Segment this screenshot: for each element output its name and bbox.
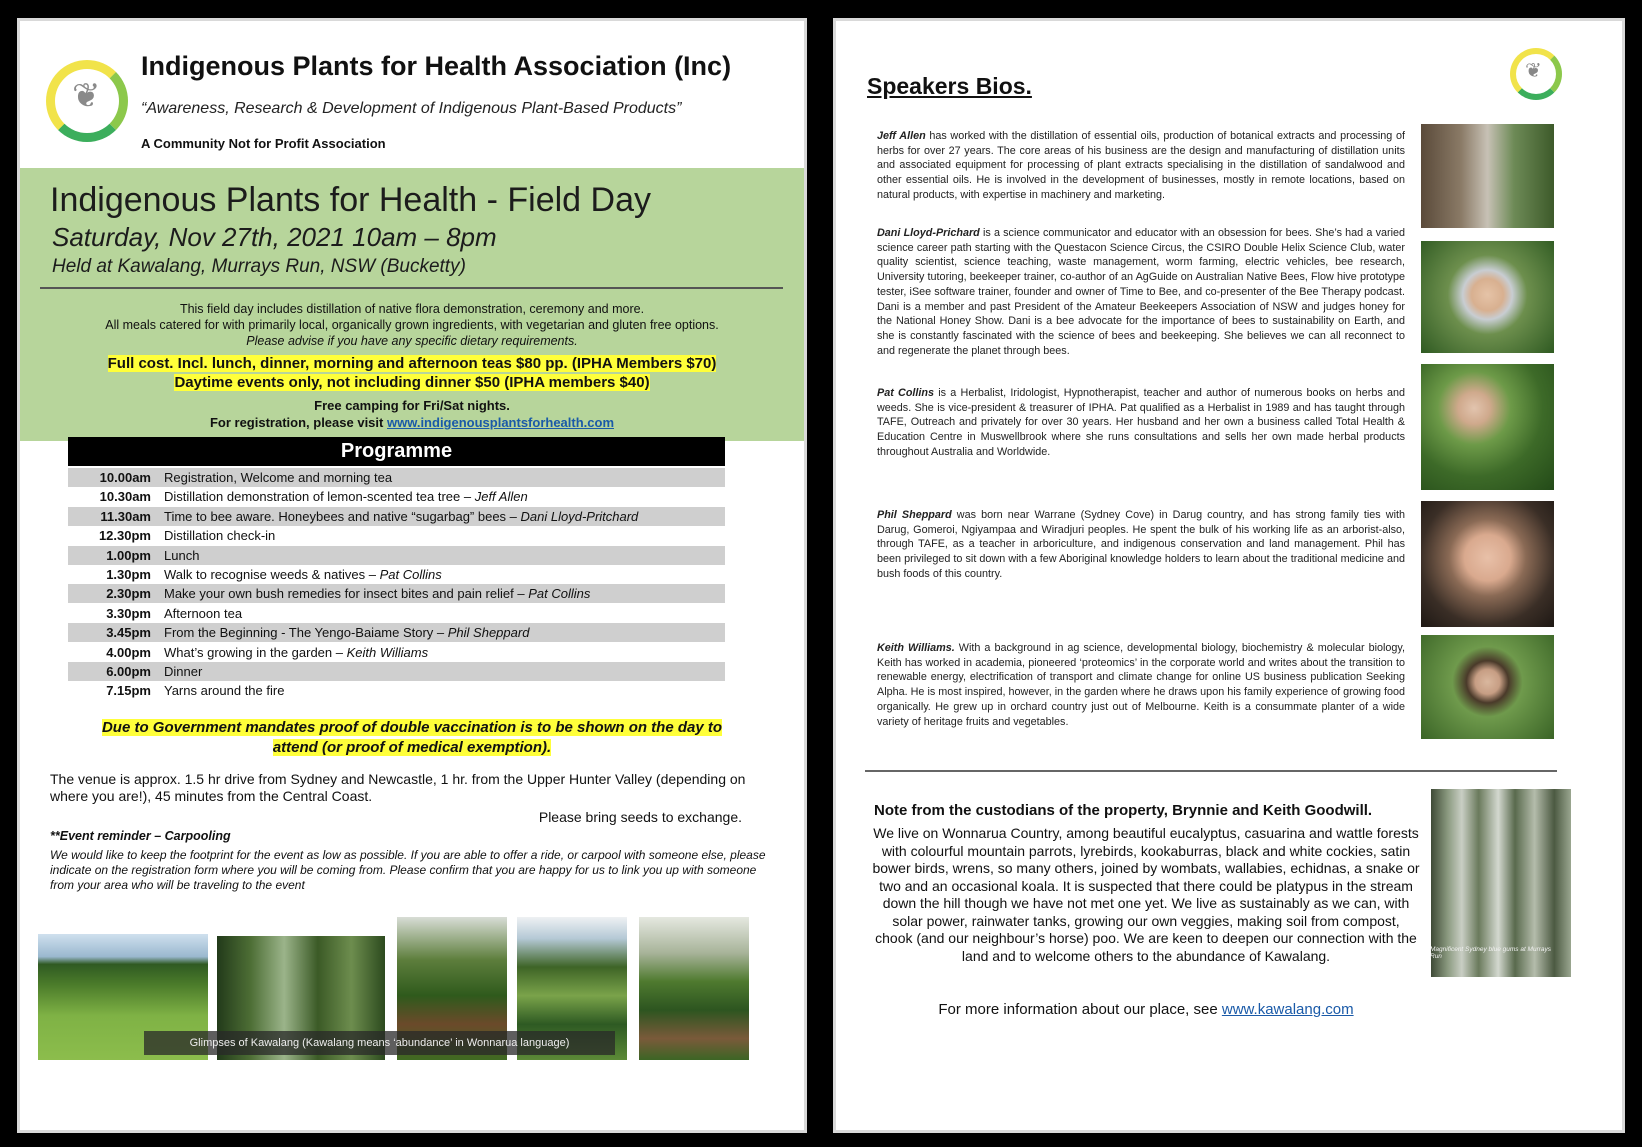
programme-activity: [164, 662, 202, 681]
programme-activity: [164, 546, 199, 565]
activity-text: Time to bee aware. Honeybees and native “sugarbag” bees –: [164, 508, 521, 524]
reminder-text: We would like to keep the footprint for the event as low as possible. If you are able to offer a ride, or carpool with someone else, please indicate on the registration form where you will be coming from. Please confirm that you are happy for us to link you up with someone from your area who will be traveling to the event: [50, 848, 766, 892]
community-label: A Community Not for Profit Association: [141, 136, 386, 151]
speaker-name: Phil Sheppard: [877, 509, 952, 521]
programme-time: 11.30am: [100, 508, 151, 524]
custodians-text: We live on Wonnarua Country, among beautiful eucalyptus, casuarina and wattle forests with colourful mountain parrots, lyrebirds, kookaburras, black and white cockies, satin bower birds, wrens, so many others, joined by wombats, wallabies, echidnas, a snake or two and an occasional koala. It is suspected that there could be platypus in the stream down the hill though we have not met one yet. We live as sustainably as we can, with solar power, rainwater tanks, growing our own veggies, making soil from compost, chook (and our neighbour’s horse) poo. We are keen to deepen our connection with the land and to welcome others to the abundance of Kawalang.: [872, 825, 1420, 964]
programme-time: 3.45pm: [106, 625, 151, 641]
divider: [865, 770, 1557, 772]
activity-text: Registration, Welcome and morning tea: [164, 470, 393, 485]
flyer-page: [17, 18, 807, 1133]
activity-text: Afternoon tea: [164, 605, 243, 621]
bio-text: is a science communicator and educator with an obsession for bees. She’s had a varied science career path starting with the Questacon Science Circus, the CSIRO Double Helix Science Club, water quality scientist, science teaching, waste management, worm farming, electric vehicles, bee research, University tutoring, beekeeper trainer, co-author of an AgGuide on Australian Native Bees, Flow hive prototype tester, iSee software trainer, founder and owner of Time to Bee, and co-presenter of the Bee Therapy podcast. Dani is a member and past President of the Amateur Beekeepers Association of NSW and judges honey for the National Honey Show. Dani is a bee advocate for the importance of bees to sustainability on Earth, and she is constantly fascinated with the science of bees and beekeeping. She believes we can all reconnect to and regenerate the planet through bees.: [877, 227, 1405, 357]
bio-jeff-allen: [877, 129, 1405, 203]
programme-row: [68, 565, 725, 584]
photo-pat-collins: [1421, 364, 1554, 490]
photo-caption: Magnificent Sydney blue gums at Murrays Run: [1430, 946, 1552, 960]
more-info-text: For more information about our place, see: [938, 1001, 1218, 1018]
photo-dani-lloyd-prichard: [1421, 241, 1554, 353]
more-info: [872, 1001, 1420, 1018]
programme-row: [68, 623, 725, 642]
photo-caption: Glimpses of Kawalang (Kawalang means ‘abundance’ in Wonnarua language): [144, 1031, 615, 1055]
registration-text: For registration, please visit: [209, 415, 384, 430]
event-banner: [20, 168, 804, 441]
programme-time: 10.00am: [99, 470, 151, 485]
programme-activity: [164, 507, 638, 526]
programme-time: 12.30pm: [98, 528, 151, 544]
activity-speaker: Phil Sheppard: [447, 625, 530, 641]
programme-activity: [164, 526, 275, 545]
activity-text: Walk to recognise weeds & natives –: [164, 567, 380, 582]
seeds-note: Please bring seeds to exchange.: [538, 809, 742, 825]
activity-text: Yarns around the fire: [164, 683, 285, 699]
venue-info: The venue is approx. 1.5 hr drive from Sydney and Newcastle, 1 hr. from the Upper Hunter Valley (depending on where you are!), 45 minutes from the Central Coast.: [50, 771, 746, 804]
activity-speaker: Jeff Allen: [474, 489, 528, 505]
bio-pat-collins: [877, 386, 1405, 460]
programme-activity: [164, 623, 529, 642]
bio-phil-sheppard: [877, 508, 1405, 582]
event-venue: Held at Kawalang, Murrays Run, NSW (Bucketty): [52, 256, 466, 277]
programme-time: 6.00pm: [106, 664, 151, 679]
activity-text: From the Beginning - The Yengo-Baiame Story –: [164, 625, 448, 641]
bio-text: is a Herbalist, Iridologist, Hypnotherapist, teacher and author of numerous books on herbs and weeds. She is vice-president & treasurer of IPHA. Pat qualified as a Herbalist in 1989 and has taught through TAFE, Outreach and privately for over 30 years. Her husband and her own a business called Total Health & Education Centre in Muswellbrook where she runs consultations and sells her own made herbal products throughout Australia and Worldwide.: [877, 387, 1405, 458]
price-full: Full cost. Incl. lunch, dinner, morning and afternoon teas $80 pp. (IPHA Members $70): [107, 355, 717, 372]
programme-activity: [164, 681, 284, 700]
programme-time: 1.00pm: [106, 547, 151, 563]
programme-time: 3.30pm: [106, 605, 151, 621]
plant-icon: ❦: [72, 76, 101, 116]
activity-speaker: Keith Williams: [346, 644, 429, 660]
event-title: Indigenous Plants for Health - Field Day: [50, 181, 651, 219]
association-title: Indigenous Plants for Health Association (Inc): [141, 51, 732, 81]
programme-activity: [164, 584, 590, 603]
programme-row: [68, 546, 725, 565]
activity-text: What’s growing in the garden –: [164, 644, 347, 660]
programme-row: [68, 681, 725, 700]
programme-row: [68, 584, 725, 603]
photo-phil-sheppard: [1421, 501, 1554, 627]
event-date: Saturday, Nov 27th, 2021 10am – 8pm: [52, 222, 497, 252]
programme-row: [68, 604, 725, 623]
desc-line: All meals catered for with primarily local, organically grown ingredients, with vegetarian and gluten free options.: [105, 318, 719, 332]
programme-time: 1.30pm: [106, 567, 151, 582]
camping-note: Free camping for Fri/Sat nights.: [314, 398, 510, 413]
ipha-logo-small: [1508, 46, 1562, 106]
tagline: “Awareness, Research & Development of Indigenous Plant-Based Products”: [141, 100, 682, 117]
speaker-name: Pat Collins: [877, 387, 935, 399]
notice-line: Due to Government mandates proof of double vaccination is to be shown on the day to: [101, 719, 723, 736]
programme-row: [68, 487, 725, 506]
reminder-title: **Event reminder – Carpooling: [50, 829, 231, 843]
activity-speaker: Dani Lloyd-Pritchard: [520, 508, 639, 524]
activity-speaker: Pat Collins: [379, 567, 442, 582]
dietary-note: Please advise if you have any specific dietary requirements.: [246, 334, 578, 348]
bio-text: With a background in ag science, developmental biology, biochemistry & molecular biology, Keith has worked in academia, pioneered ‘proteomics’ in the corporate world and writes about the transition to renewable energy, electrification of transport and climate change for online US business publication Seeking Alpha. He is most inspired, however, in the garden where he draws upon his family experience of growing food organically. He grew up in orchard country just out of Melbourne. Keith is a consummate planter of a wide variety of heritage fruits and vegetables.: [877, 642, 1405, 728]
bio-text: was born near Warrane (Sydney Cove) in Darug country, and has strong family ties with Darug, Gomeroi, Ngiyampaa and Wiradjuri peoples. He spent the bulk of his working life as an arborist-also, through TAFE, as a teacher in arboriculture, and indigenous conservation and land management. Phil has been privileged to sit down with a few Aboriginal knowledge holders to learn about the traditional medicine and bush foods of this country.: [877, 509, 1405, 580]
speaker-name: Keith Williams.: [877, 642, 955, 654]
registration-link[interactable]: www.indigenousplantsforhealth.com: [386, 415, 615, 430]
bio-dani-lloyd-prichard: [877, 226, 1405, 358]
activity-text: Lunch: [164, 547, 200, 563]
registration-info: [20, 397, 804, 431]
pricing: [20, 354, 804, 392]
programme-time: 4.00pm: [106, 644, 151, 660]
programme-activity: [164, 468, 392, 487]
notice-line: attend (or proof of medical exemption).: [272, 739, 552, 756]
programme-activity: [164, 604, 242, 623]
programme-time: 7.15pm: [106, 683, 151, 699]
price-daytime: Daytime events only, not including dinner $50 (IPHA members $40): [174, 374, 650, 391]
activity-text: Distillation demonstration of lemon-scented tea tree –: [164, 489, 475, 505]
programme-activity: [164, 643, 428, 662]
activity-text: Dinner: [164, 664, 203, 679]
activity-text: Make your own bush remedies for insect bites and pain relief –: [164, 586, 529, 602]
speakers-page: [833, 18, 1625, 1133]
programme-row: [68, 662, 725, 681]
programme-time: 2.30pm: [106, 586, 151, 602]
ipha-logo: [42, 54, 134, 154]
programme-activity: [164, 565, 442, 584]
custodians-title: Note from the custodians of the property, Brynnie and Keith Goodwill.: [874, 802, 1373, 819]
photo-jeff-allen: [1421, 124, 1554, 228]
speaker-name: Jeff Allen: [877, 130, 926, 142]
programme-time: 10.30am: [99, 489, 151, 505]
photo-vegetables: [639, 917, 749, 1060]
activity-speaker: Pat Collins: [528, 586, 591, 602]
programme-activity: [164, 487, 528, 506]
photo-keith-williams: [1421, 635, 1554, 739]
bio-keith-williams: [877, 641, 1405, 729]
kawalang-link[interactable]: www.kawalang.com: [1221, 1001, 1354, 1018]
speakers-title: Speakers Bios.: [867, 73, 1032, 99]
event-description: [20, 301, 804, 349]
speaker-name: Dani Lloyd-Prichard: [877, 227, 980, 239]
plant-icon: ❦: [1525, 58, 1542, 82]
activity-text: Distillation check-in: [164, 528, 276, 544]
programme-row: [68, 468, 725, 487]
divider: [40, 287, 783, 289]
programme-row: [68, 643, 725, 662]
programme-row: [68, 507, 725, 526]
vaccination-notice: [20, 718, 804, 758]
bio-text: has worked with the distillation of essential oils, production of botanical extracts and processing of herbs for over 27 years. The core areas of his business are the design and manufacturing of distillation units and associated equipment for processing of plant extracts specialising in the distillation of sandalwood and other essential oils. He is involved in the development of businesses, mostly in remote locations, based on natural products, with expertise in machinery and marketing.: [877, 130, 1405, 201]
programme-row: [68, 526, 725, 545]
programme-header: Programme: [68, 437, 725, 466]
desc-line: This field day includes distillation of native flora demonstration, ceremony and more.: [179, 302, 645, 316]
